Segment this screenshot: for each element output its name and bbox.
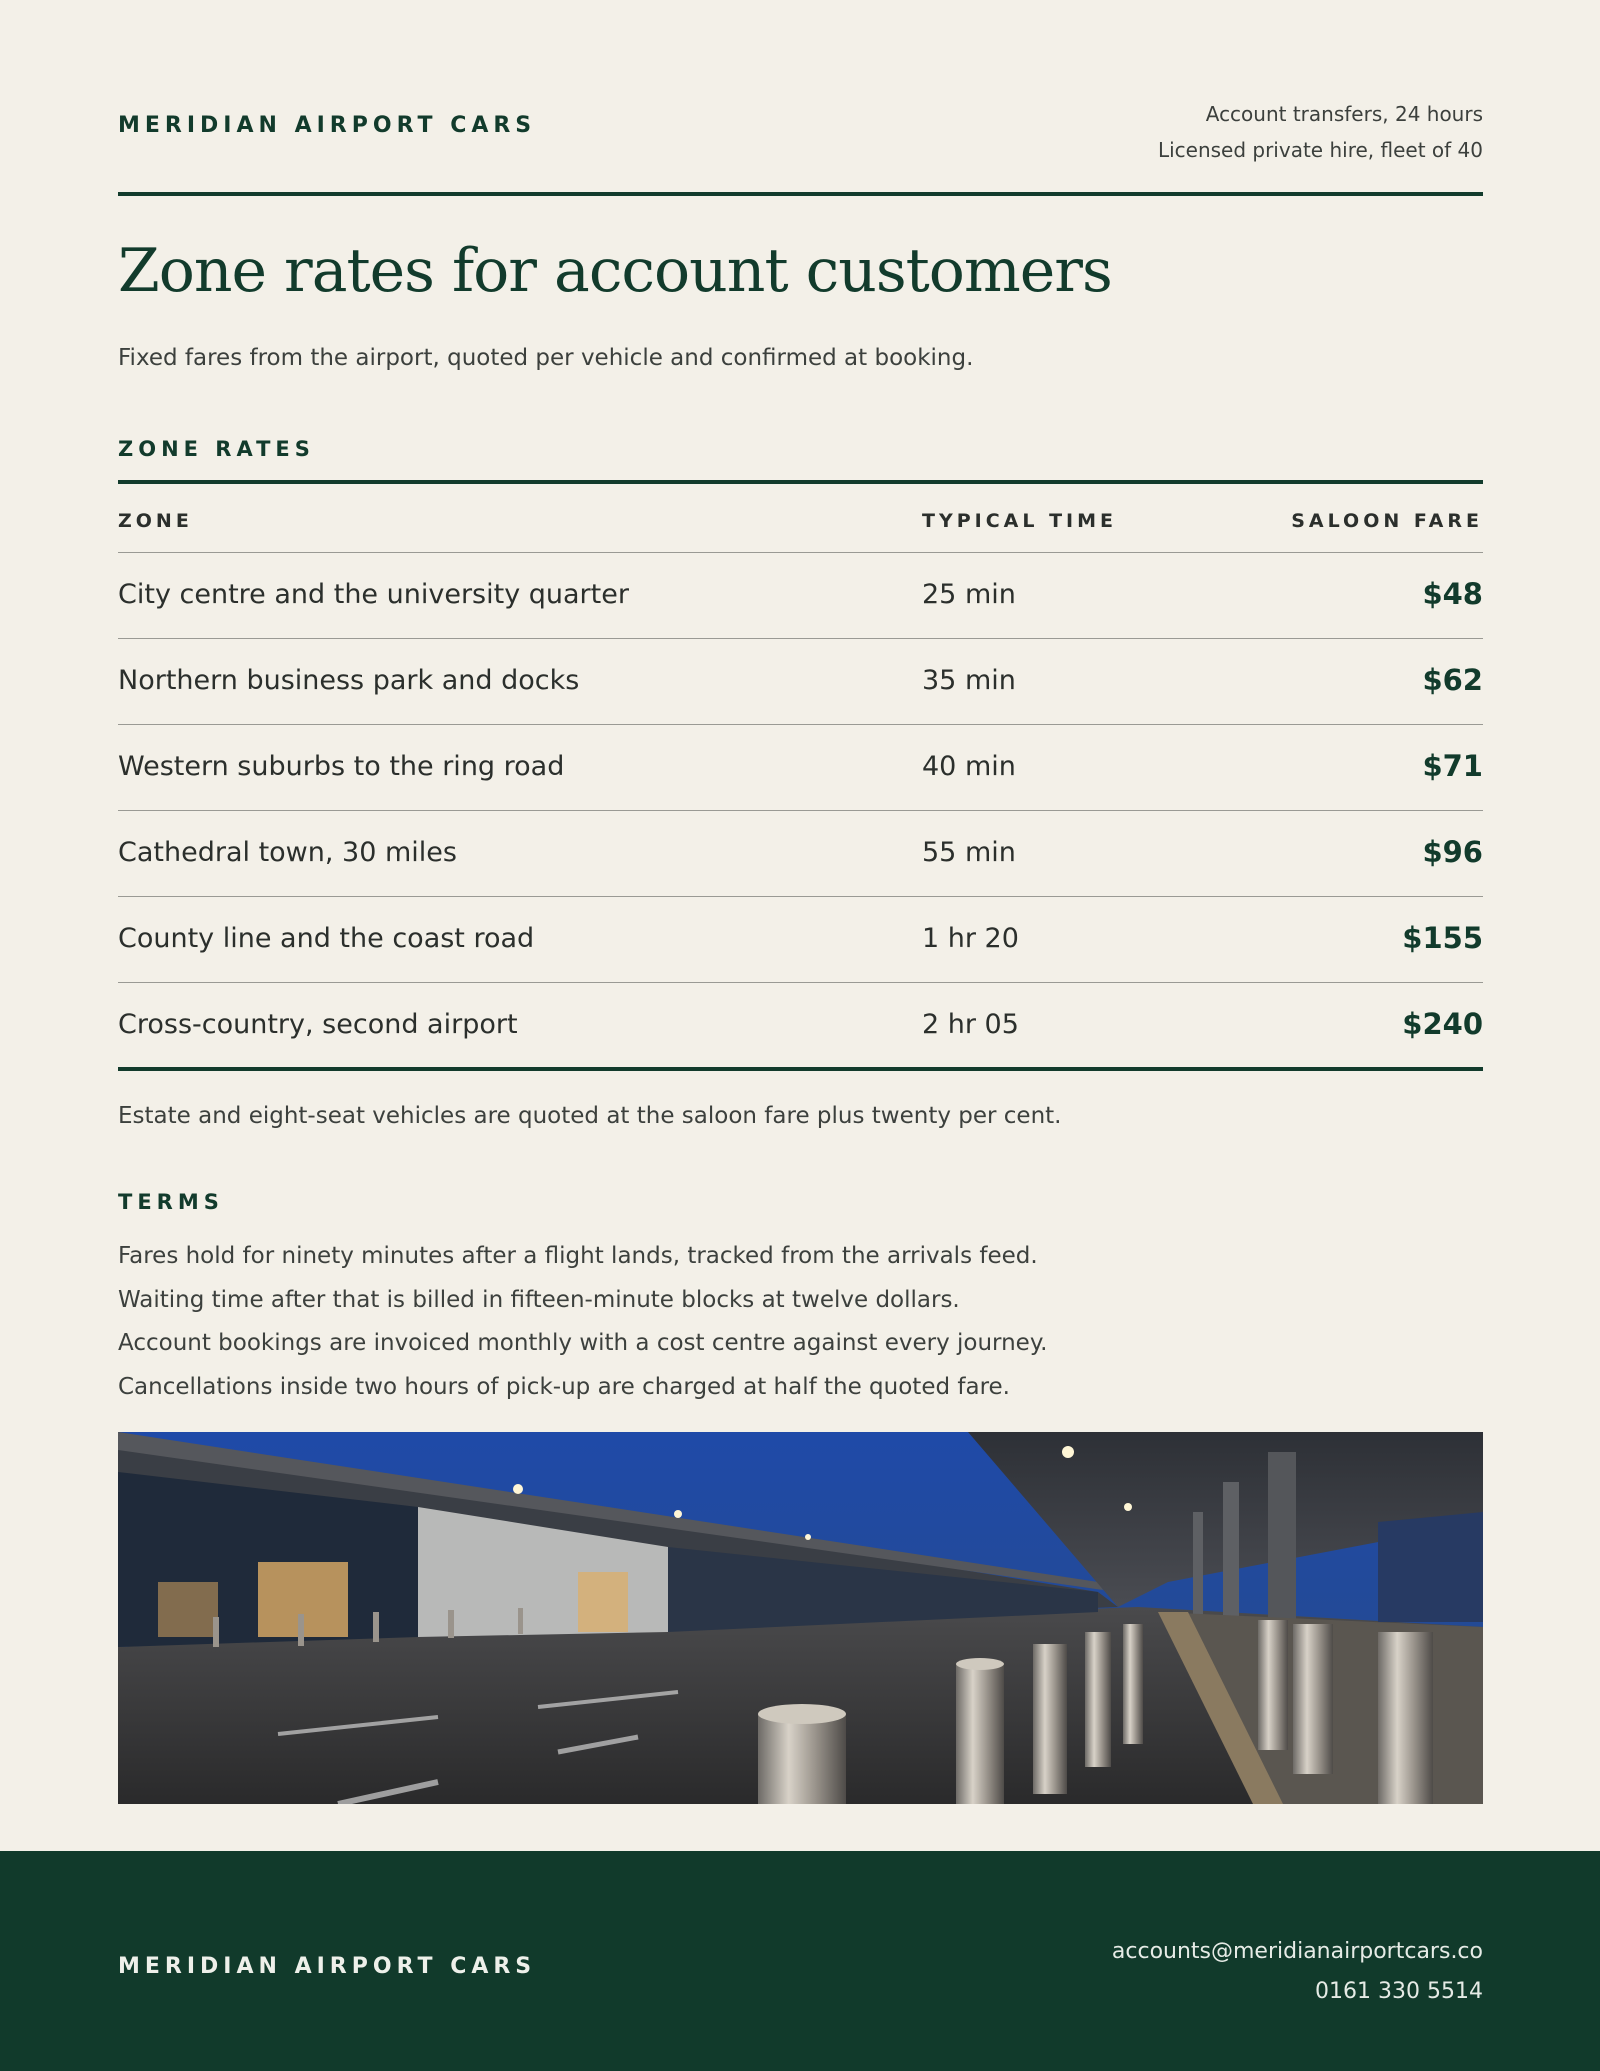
header-meta	[1158, 96, 1483, 168]
column-header-fare: SALOON FARE	[1291, 510, 1483, 532]
zone-cell: Cross-country, second airport	[118, 1009, 518, 1040]
brand-name: MERIDIAN AIRPORT CARS	[118, 113, 537, 138]
table-row	[118, 725, 1483, 811]
fare-cell: $155	[1402, 921, 1483, 955]
zone-cell: County line and the coast road	[118, 923, 535, 954]
time-cell: 2 hr 05	[922, 1009, 1019, 1040]
fare-cell: $48	[1422, 577, 1483, 611]
time-cell: 40 min	[922, 751, 1016, 782]
column-header-time: TYPICAL TIME	[922, 510, 1117, 532]
table-row	[118, 983, 1483, 1067]
terms-item: Waiting time after that is billed in fifteen-minute blocks at twelve dollars.	[118, 1286, 960, 1313]
fare-cell: $96	[1422, 835, 1483, 869]
zone-rates-table	[118, 480, 1483, 1071]
terms-label: TERMS	[118, 1190, 224, 1214]
zone-cell: Western suburbs to the ring road	[118, 751, 565, 782]
fare-cell: $71	[1422, 749, 1483, 783]
page-title: Zone rates for account customers	[118, 236, 1112, 306]
time-cell: 55 min	[922, 837, 1016, 868]
terms-item: Fares hold for ninety minutes after a flight lands, tracked from the arrivals feed.	[118, 1243, 1038, 1269]
time-cell: 25 min	[922, 579, 1016, 610]
fare-cell: $240	[1402, 1007, 1483, 1041]
terms-list	[118, 1235, 1047, 1409]
terms-item: Cancellations inside two hours of pick-up are charged at half the quoted fare.	[118, 1373, 1010, 1400]
time-cell: 35 min	[922, 665, 1016, 696]
footer-phone[interactable]: 0161 330 5514	[1315, 1979, 1483, 2004]
zone-rates-label: ZONE RATES	[118, 437, 315, 461]
zone-cell: Northern business park and docks	[118, 665, 580, 696]
fare-cell: $62	[1422, 663, 1483, 697]
header-meta-line: Account transfers, 24 hours	[1205, 102, 1483, 126]
table-row	[118, 811, 1483, 897]
footer-email-link[interactable]: accounts@meridianairportcars.co	[1111, 1939, 1483, 1964]
page-subtitle: Fixed fares from the airport, quoted per vehicle and confirmed at booking.	[118, 345, 974, 371]
footer-contact	[1112, 1932, 1483, 2012]
column-header-zone: ZONE	[118, 510, 193, 532]
header-meta-line: Licensed private hire, fleet of 40	[1157, 138, 1483, 162]
vehicle-note: Estate and eight-seat vehicles are quoted at the saloon fare plus twenty per cent.	[118, 1103, 1062, 1129]
table-row	[118, 553, 1483, 639]
zone-cell: Cathedral town, 30 miles	[118, 837, 457, 868]
footer-brand-name: MERIDIAN AIRPORT CARS	[118, 1954, 537, 1979]
table-row	[118, 897, 1483, 983]
footer	[0, 1851, 1600, 2071]
zone-cell: City centre and the university quarter	[118, 579, 629, 610]
table-row	[118, 639, 1483, 725]
airport-terminal-photo	[118, 1432, 1483, 1804]
table-header	[118, 484, 1483, 553]
airport-terminal-illustration	[118, 1432, 1483, 1804]
time-cell: 1 hr 20	[922, 923, 1019, 954]
header	[118, 96, 1483, 196]
terms-item: Account bookings are invoiced monthly with a cost centre against every journey.	[118, 1330, 1048, 1356]
